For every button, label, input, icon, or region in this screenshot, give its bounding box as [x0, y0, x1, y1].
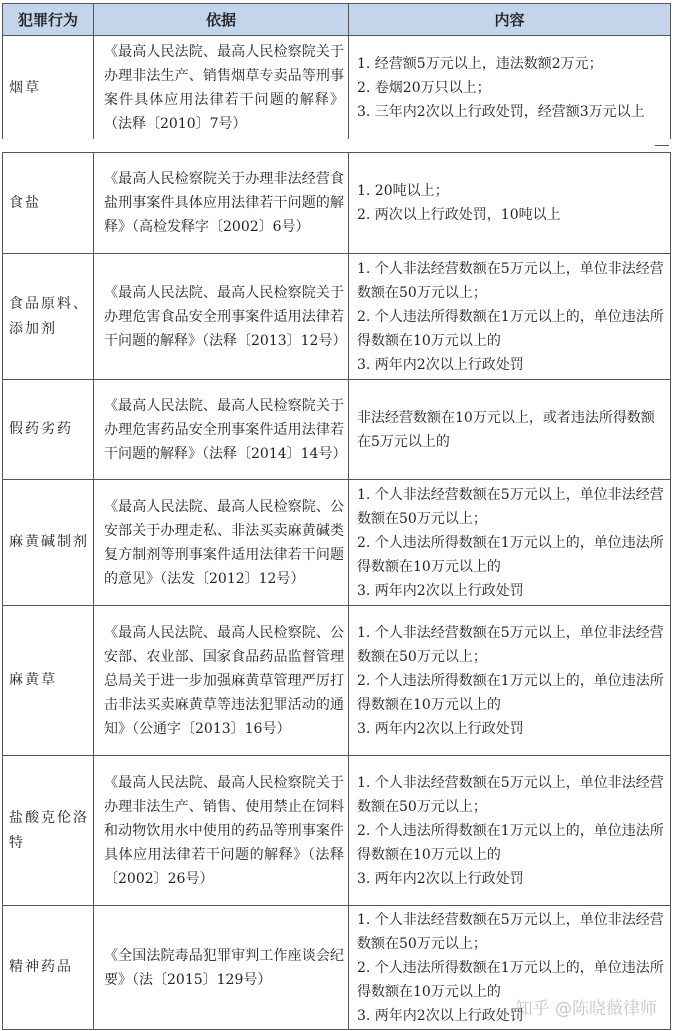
basis-cell: 《最高人民法院、最高人民检察院关于办理非法生产、销售烟草专卖品等刑事案件具体应用法律若干问题的解释》（法释〔2010〕7号） — [94, 36, 349, 141]
content-cell — [349, 380, 671, 480]
table-row — [3, 254, 671, 380]
content-line: 1. 个人非法经营数额在5万元以上，单位非法经营数额在50万元以上； — [357, 774, 664, 815]
content-cell — [349, 480, 671, 606]
content-cell — [349, 606, 671, 756]
watermark-text: 知乎 @陈晓薇律师 — [515, 999, 657, 1019]
content-line: 1. 经营额5万元以上，违法数额2万元； — [357, 56, 603, 72]
content-cell — [349, 36, 671, 141]
table-row — [3, 606, 671, 756]
table-row — [3, 756, 671, 906]
content-line: 3. 两年内2次以上行政处罚 — [357, 356, 524, 373]
content-line: 2. 个人违法所得数额在1万元以上的，单位违法所得数额在10万元以上的 — [357, 959, 664, 1000]
content-line: 2. 卷烟20万只以上； — [357, 80, 491, 96]
content-line: 3. 两年内2次以上行政处罚 — [357, 870, 524, 887]
content-line: 1. 个人非法经营数额在5万元以上，单位非法经营数额在50万元以上； — [357, 260, 664, 301]
content-line: 非法经营数额在10万元以上，或者违法所得数额在5万元以上的 — [357, 409, 655, 450]
crime-cell: 盐酸克伦洛特 — [3, 756, 94, 906]
table-row — [3, 36, 671, 141]
content-line: 1. 个人非法经营数额在5万元以上，单位非法经营数额在50万元以上； — [357, 486, 664, 527]
header-basis: 依据 — [94, 4, 349, 36]
gap-dash — [655, 145, 669, 146]
basis-cell: 《最高人民检察院关于办理非法经营食盐刑事案件具体应用法律若干问题的解释》（高检发释字〔2002〕6号） — [94, 153, 349, 254]
content-line: 2. 个人违法所得数额在1万元以上的，单位违法所得数额在10万元以上的 — [357, 672, 664, 713]
content-line: 3. 两年内2次以上行政处罚 — [357, 582, 524, 599]
content-line: 2. 个人违法所得数额在1万元以上的，单位违法所得数额在10万元以上的 — [357, 822, 664, 863]
law-table-part-2 — [2, 152, 671, 1030]
header-content: 内容 — [349, 4, 671, 36]
content-line: 1. 个人非法经营数额在5万元以上，单位非法经营数额在50万元以上； — [357, 911, 664, 952]
header-crime: 犯罪行为 — [3, 4, 94, 36]
crime-cell: 烟草 — [3, 36, 94, 141]
content-cell — [349, 756, 671, 906]
crime-cell: 麻黄碱制剂 — [3, 480, 94, 606]
crime-cell: 假药劣药 — [3, 380, 94, 480]
table-header-row — [3, 4, 671, 36]
crime-cell: 食品原料、添加剂 — [3, 254, 94, 380]
crime-cell: 食盐 — [3, 153, 94, 254]
content-line: 3. 两年内2次以上行政处罚 — [357, 1007, 524, 1024]
content-line: 1. 个人非法经营数额在5万元以上，单位非法经营数额在50万元以上； — [357, 624, 664, 665]
table-row — [3, 480, 671, 606]
basis-cell: 《最高人民法院、最高人民检察院关于办理危害食品安全刑事案件适用法律若干问题的解释》（法释〔2013〕12号） — [94, 254, 349, 380]
content-line: 2. 个人违法所得数额在1万元以上的，单位违法所得数额在10万元以上的 — [357, 534, 664, 575]
content-cell — [349, 254, 671, 380]
basis-cell: 《最高人民法院、最高人民检察院关于办理非法生产、销售、使用禁止在饲料和动物饮用水中使用的药品等刑事案件具体应用法律若干问题的解释》（法释〔2002〕26号） — [94, 756, 349, 906]
page-break-gap — [0, 139, 673, 152]
law-table-part-1 — [2, 3, 671, 141]
table-row — [3, 380, 671, 480]
content-line: 2. 个人违法所得数额在1万元以上的，单位违法所得数额在10万元以上的 — [357, 308, 664, 349]
content-line: 1. 20吨以上； — [357, 183, 449, 199]
table-row — [3, 153, 671, 254]
content-line: 2. 两次以上行政处罚，10吨以上 — [357, 207, 561, 223]
basis-cell: 《最高人民法院、最高人民检察院、公安部、农业部、国家食品药品监督管理总局关于进一步加强麻黄草管理严厉打击非法买卖麻黄草等违法犯罪活动的通知》（公通字〔2013〕16号） — [94, 606, 349, 756]
basis-cell: 《全国法院毒品犯罪审判工作座谈会纪要》（法〔2015〕129号） — [94, 906, 349, 1030]
basis-cell: 《最高人民法院、最高人民检察院关于办理危害药品安全刑事案件适用法律若干问题的解释》（法释〔2014〕14号） — [94, 380, 349, 480]
content-line: 3. 两年内2次以上行政处罚 — [357, 720, 524, 737]
crime-cell: 精神药品 — [3, 906, 94, 1030]
content-cell — [349, 153, 671, 254]
basis-cell: 《最高人民法院、最高人民检察院、公安部关于办理走私、非法买卖麻黄碱类复方制剂等刑事案件适用法律若干问题的意见》（法发〔2012〕12号） — [94, 480, 349, 606]
crime-cell: 麻黄草 — [3, 606, 94, 756]
content-line: 3. 三年内2次以上行政处罚，经营额3万元以上 — [357, 104, 645, 120]
